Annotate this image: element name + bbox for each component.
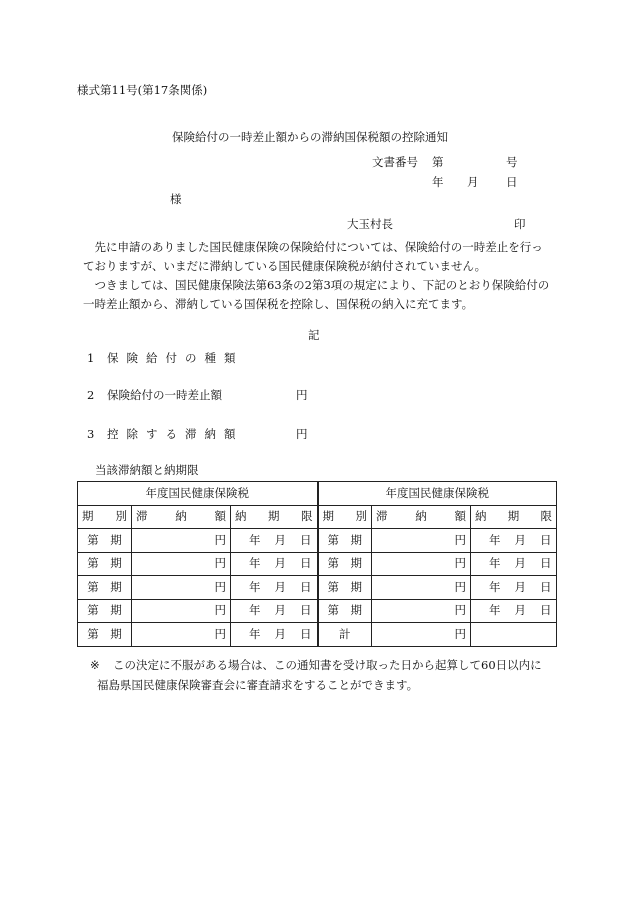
table-row <box>78 599 557 623</box>
note-line-1: この決定に不服がある場合は、この通知書を受け取った日から起算して60日以内に <box>113 658 542 672</box>
amount-cell: 円 <box>372 552 471 576</box>
group-header: 年度国民健康保険税 <box>318 482 557 506</box>
period-cell: 第 期 <box>78 623 132 647</box>
item-label: 控除する滞納額 <box>107 427 244 441</box>
due-date-cell: 年 月 日 <box>471 529 557 553</box>
item-label: 保険給付の種類 <box>107 351 244 365</box>
ki-heading: 記 <box>308 328 320 342</box>
sender-name: 大玉村長 <box>347 217 393 231</box>
doc-number-label: 文書番号 <box>372 155 418 169</box>
amount-cell: 円 <box>372 599 471 623</box>
period-cell: 第 期 <box>318 599 372 623</box>
table-group-header-row <box>78 482 557 506</box>
table-row <box>78 552 557 576</box>
period-cell: 第 期 <box>78 552 132 576</box>
body-paragraph-1: 先に申請のありました国民健康保険の保険給付については、保険給付の一時差止を行っておりますが、いまだに滞納している国民健康保険税が納付されていません。 <box>83 240 543 273</box>
due-date-cell: 年 月 日 <box>471 576 557 600</box>
note-mark: ※ <box>90 658 100 672</box>
due-date-cell: 年 月 日 <box>231 623 318 647</box>
column-header-period: 期別 <box>318 505 372 529</box>
period-cell: 第 期 <box>318 529 372 553</box>
due-date-cell: 年 月 日 <box>231 599 318 623</box>
amount-cell: 円 <box>132 529 231 553</box>
amount-cell: 円 <box>132 623 231 647</box>
due-date-cell: 年 月 日 <box>231 576 318 600</box>
amount-cell: 円 <box>132 552 231 576</box>
item-number: 1 <box>87 351 95 365</box>
doc-number-go: 号 <box>506 155 518 169</box>
period-cell: 第 期 <box>78 529 132 553</box>
date-month: 月 <box>467 175 479 189</box>
period-cell: 第 期 <box>318 576 372 600</box>
period-cell: 第 期 <box>318 552 372 576</box>
delinquent-tax-table <box>77 481 557 647</box>
empty-cell <box>471 623 557 647</box>
table-row <box>78 529 557 553</box>
item-label: 保険給付の一時差止額 <box>107 388 222 402</box>
due-date-cell: 年 月 日 <box>231 529 318 553</box>
amount-cell: 円 <box>132 599 231 623</box>
document-title: 保険給付の一時差止額からの滞納国保税額の控除通知 <box>172 130 448 144</box>
body-text <box>83 238 553 314</box>
column-header-due: 納期限 <box>231 505 318 529</box>
body-paragraph-2: つきましては、国民健康保険法第63条の2第3項の規定により、下記のとおり保険給付の一時差止額から、滞納している国保税を控除し、国保税の納入に充てます。 <box>83 278 550 311</box>
date-year: 年 <box>432 175 444 189</box>
group-header: 年度国民健康保険税 <box>78 482 318 506</box>
due-date-cell: 年 月 日 <box>231 552 318 576</box>
period-cell: 第 期 <box>78 599 132 623</box>
period-cell: 第 期 <box>78 576 132 600</box>
amount-cell: 円 <box>132 576 231 600</box>
column-header-period: 期別 <box>78 505 132 529</box>
doc-number-dai: 第 <box>432 155 444 169</box>
total-label-cell: 計 <box>318 623 372 647</box>
date-day: 日 <box>506 175 518 189</box>
amount-cell: 円 <box>372 576 471 600</box>
seal-mark: 印 <box>514 217 526 231</box>
note-line-2: 福島県国民健康保険審査会に審査請求をすることができます。 <box>97 678 419 692</box>
column-header-amount: 滞納額 <box>132 505 231 529</box>
due-date-cell: 年 月 日 <box>471 599 557 623</box>
column-header-due: 納期限 <box>471 505 557 529</box>
item-unit: 円 <box>296 388 308 402</box>
column-header-amount: 滞納額 <box>372 505 471 529</box>
table-row <box>78 576 557 600</box>
table-row <box>78 623 557 647</box>
item-number: 2 <box>87 388 95 402</box>
amount-cell: 円 <box>372 529 471 553</box>
table-column-header-row <box>78 505 557 529</box>
table-caption: 当該滞納額と納期限 <box>95 463 199 477</box>
due-date-cell: 年 月 日 <box>471 552 557 576</box>
total-amount-cell: 円 <box>372 623 471 647</box>
addressee-suffix: 様 <box>170 192 182 206</box>
form-number: 様式第11号(第17条関係) <box>77 83 208 97</box>
item-unit: 円 <box>296 427 308 441</box>
item-number: 3 <box>87 427 95 441</box>
